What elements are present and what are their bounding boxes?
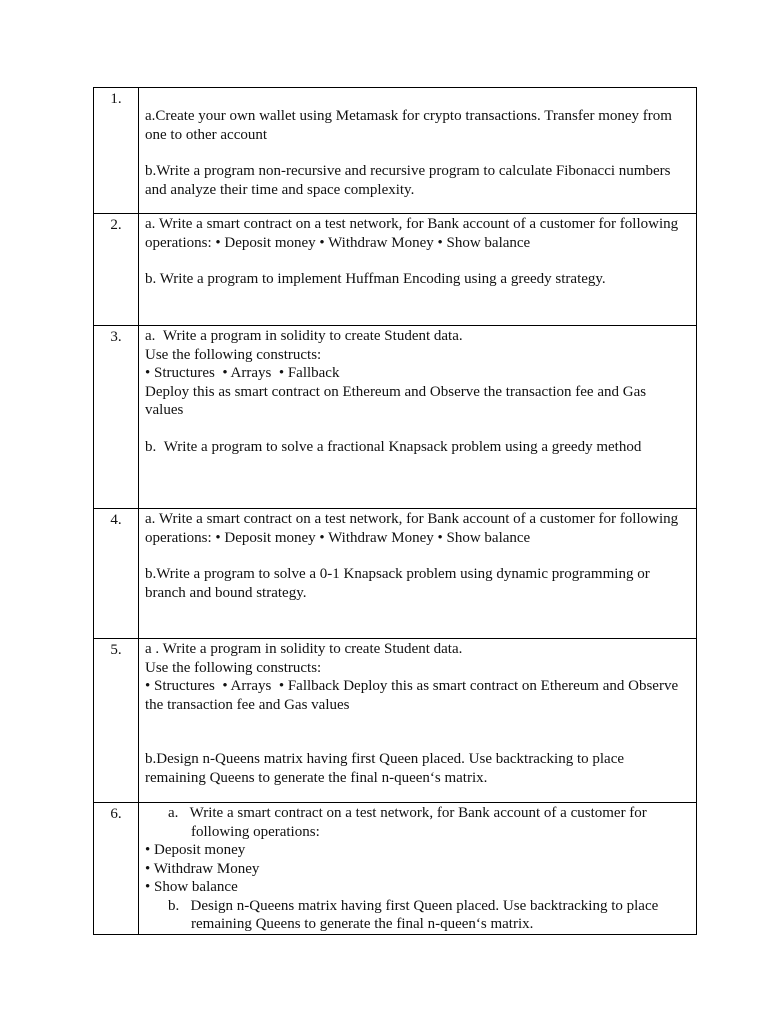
table-row <box>94 214 697 326</box>
table-row <box>94 88 697 214</box>
task-a: a. Write a smart contract on a test network, for Bank account of a customer for following operations: <box>168 805 647 840</box>
row-content <box>139 214 697 326</box>
table-row <box>94 509 697 639</box>
task-b: b. Design n-Queens matrix having first Queen placed. Use backtracking to place remaining Queens to generate the final n-queen‘s matrix. <box>168 897 659 932</box>
task-a-constructs-label: Use the following constructs: <box>145 346 322 363</box>
row-number: 6. <box>94 803 139 935</box>
row-number: 3. <box>94 326 139 509</box>
task-a: a.Create your own wallet using Metamask for crypto transactions. Transfer money from one to other account <box>145 108 672 143</box>
row-content <box>139 509 697 639</box>
row-number: 1. <box>94 88 139 214</box>
task-b: b.Write a program to solve a 0-1 Knapsack problem using dynamic programming or branch and bound strategy. <box>145 566 650 601</box>
task-a-constructs-label: Use the following constructs: <box>145 659 322 676</box>
table-row <box>94 326 697 509</box>
task-a-constructs: • Structures • Arrays • Fallback <box>145 365 340 381</box>
task-a-constructs: • Structures • Arrays • Fallback Deploy this as smart contract on Ethereum and Observe the transaction fee and Gas values <box>145 678 679 713</box>
task-a: a. Write a smart contract on a test network, for Bank account of a customer for following operations: • Deposit money • Withdraw Money • Show balance <box>145 511 679 546</box>
task-b: b. Write a program to solve a fractional Knapsack problem using a greedy method <box>145 438 642 455</box>
task-a: a. Write a program in solidity to create Student data. <box>145 328 463 344</box>
operation-bullet: • Deposit money <box>145 842 246 858</box>
row-number: 2. <box>94 214 139 326</box>
task-b: b.Write a program non-recursive and recursive program to calculate Fibonacci numbers and analyze their time and space complexity. <box>145 163 671 198</box>
table-row <box>94 639 697 803</box>
task-a-deploy: Deploy this as smart contract on Ethereum and Observe the transaction fee and Gas values <box>145 383 647 418</box>
operation-bullet: • Withdraw Money <box>145 860 260 877</box>
assignment-table <box>93 87 697 935</box>
row-content <box>139 88 697 214</box>
row-content <box>139 803 697 935</box>
row-content <box>139 326 697 509</box>
table-row <box>94 803 697 935</box>
task-b: b.Design n-Queens matrix having first Queen placed. Use backtracking to place remaining Queens to generate the final n-queen‘s matrix. <box>145 751 625 786</box>
row-content <box>139 639 697 803</box>
task-a: a. Write a smart contract on a test network, for Bank account of a customer for following operations: • Deposit money • Withdraw Money • Show balance <box>145 216 679 251</box>
task-b: b. Write a program to implement Huffman Encoding using a greedy strategy. <box>145 271 606 287</box>
row-number: 5. <box>94 639 139 803</box>
row-number: 4. <box>94 509 139 639</box>
task-a: a . Write a program in solidity to create Student data. <box>145 641 463 657</box>
operation-bullet: • Show balance <box>145 879 238 895</box>
